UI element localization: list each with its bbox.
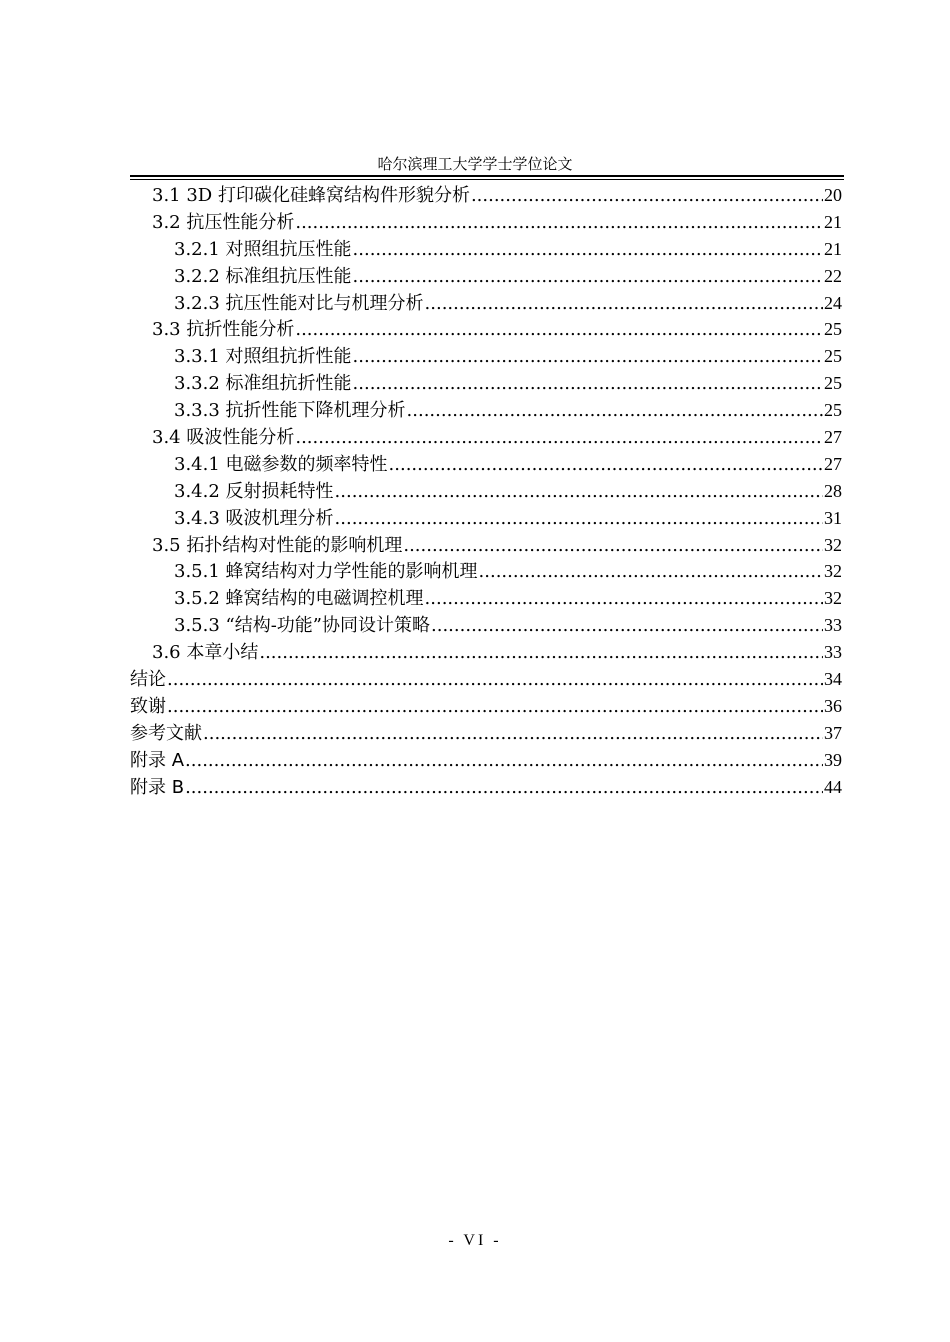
toc-entry[interactable] xyxy=(130,478,842,505)
header-rule-thick xyxy=(130,175,844,177)
toc-entry-page: 27 xyxy=(824,427,842,448)
toc-entry-title: 3.4 吸波性能分析 xyxy=(152,427,295,449)
toc-dot-leader xyxy=(353,344,823,371)
toc-entry[interactable] xyxy=(130,182,842,209)
toc-entry-title: 3.4.3 吸波机理分析 xyxy=(174,507,334,529)
toc-entry-title: 3.6 本章小结 xyxy=(152,642,259,664)
toc-entry-title: 3.2 抗压性能分析 xyxy=(152,211,295,233)
toc-dot-leader xyxy=(407,398,823,425)
toc-dot-leader xyxy=(167,694,823,721)
toc-entry-page: 21 xyxy=(824,238,842,259)
toc-entry-page: 32 xyxy=(824,561,842,582)
toc-dot-leader xyxy=(353,371,823,398)
toc-entry-page: 36 xyxy=(824,695,842,716)
toc-entry-title: 3.5.1 蜂窝结构对力学性能的影响机理 xyxy=(174,561,478,583)
table-of-contents xyxy=(130,182,842,800)
toc-dot-leader xyxy=(479,559,823,586)
toc-entry-page: 25 xyxy=(824,319,842,340)
toc-entry[interactable] xyxy=(130,747,842,774)
toc-entry[interactable] xyxy=(130,236,842,263)
toc-entry-title: 3.2.1 对照组抗压性能 xyxy=(174,238,352,260)
toc-entry-page: 39 xyxy=(824,749,842,770)
toc-entry-page: 37 xyxy=(824,722,842,743)
toc-dot-leader xyxy=(185,775,823,802)
toc-dot-leader xyxy=(295,210,823,237)
toc-entry-title: 3.1 3D 打印碳化硅蜂窝结构件形貌分析 xyxy=(152,185,470,206)
toc-entry-page: 27 xyxy=(824,453,842,474)
toc-entry-title: 3.3 抗折性能分析 xyxy=(152,319,295,341)
toc-entry[interactable] xyxy=(130,585,842,612)
toc-entry-page: 44 xyxy=(824,776,842,797)
toc-entry[interactable] xyxy=(130,505,842,532)
toc-dot-leader xyxy=(431,613,823,640)
toc-entry-title: 3.4.1 电磁参数的频率特性 xyxy=(174,453,388,475)
toc-entry-title: 3.5.2 蜂窝结构的电磁调控机理 xyxy=(174,588,424,610)
toc-dot-leader xyxy=(335,506,823,533)
toc-entry-title: 3.5 拓扑结构对性能的影响机理 xyxy=(152,534,403,556)
toc-entry-page: 25 xyxy=(824,346,842,367)
toc-dot-leader xyxy=(203,721,823,748)
toc-entry-title: 3.4.2 反射损耗特性 xyxy=(174,480,334,502)
toc-entry[interactable] xyxy=(130,558,842,585)
toc-dot-leader xyxy=(403,533,823,560)
toc-entry-page: 25 xyxy=(824,400,842,421)
running-header: 哈尔滨理工大学学士学位论文 xyxy=(377,155,573,173)
toc-entry-title: 3.2.2 标准组抗压性能 xyxy=(174,265,352,287)
toc-entry-page: 32 xyxy=(824,534,842,555)
toc-dot-leader xyxy=(295,425,823,452)
page-number: - VI - xyxy=(448,1232,502,1249)
toc-entry[interactable] xyxy=(130,424,842,451)
toc-entry-title: 3.3.2 标准组抗折性能 xyxy=(174,373,352,395)
toc-dot-leader xyxy=(425,291,823,318)
toc-dot-leader xyxy=(259,640,823,667)
toc-entry-title: 3.5.3 “结构-功能”协同设计策略 xyxy=(174,615,431,637)
toc-dot-leader xyxy=(167,667,823,694)
toc-entry-title: 结论 xyxy=(130,669,166,691)
toc-entry[interactable] xyxy=(130,532,842,559)
toc-entry-title: 3.3.1 对照组抗折性能 xyxy=(174,346,352,368)
toc-entry-title: 参考文献 xyxy=(130,722,202,744)
toc-entry[interactable] xyxy=(130,370,842,397)
toc-entry-page: 25 xyxy=(824,373,842,394)
toc-entry[interactable] xyxy=(130,263,842,290)
toc-entry[interactable] xyxy=(130,343,842,370)
toc-entry-page: 21 xyxy=(824,211,842,232)
toc-dot-leader xyxy=(335,479,823,506)
toc-entry-title: 致谢 xyxy=(130,695,166,717)
toc-dot-leader xyxy=(295,317,823,344)
toc-entry[interactable] xyxy=(130,209,842,236)
toc-entry-page: 32 xyxy=(824,588,842,609)
toc-entry-title: 附录 A xyxy=(130,749,185,771)
toc-entry-page: 33 xyxy=(824,642,842,663)
toc-entry[interactable] xyxy=(130,720,842,747)
toc-entry-page: 33 xyxy=(824,615,842,636)
toc-entry-title: 附录 B xyxy=(130,776,185,798)
toc-entry[interactable] xyxy=(130,666,842,693)
toc-dot-leader xyxy=(353,237,823,264)
toc-dot-leader xyxy=(471,183,823,210)
toc-dot-leader xyxy=(185,748,823,775)
toc-entry-page: 22 xyxy=(824,265,842,286)
toc-entry[interactable] xyxy=(130,290,842,317)
toc-entry-page: 24 xyxy=(824,292,842,313)
toc-dot-leader xyxy=(353,264,823,291)
toc-entry[interactable] xyxy=(130,639,842,666)
toc-dot-leader xyxy=(389,452,823,479)
toc-entry[interactable] xyxy=(130,397,842,424)
toc-entry-page: 34 xyxy=(824,669,842,690)
toc-entry-page: 28 xyxy=(824,480,842,501)
header-rule-thin xyxy=(130,179,844,180)
toc-entry[interactable] xyxy=(130,774,842,801)
toc-entry[interactable] xyxy=(130,612,842,639)
toc-entry[interactable] xyxy=(130,693,842,720)
toc-dot-leader xyxy=(425,586,823,613)
toc-entry-page: 31 xyxy=(824,507,842,528)
toc-entry-page: 20 xyxy=(824,185,842,205)
toc-entry[interactable] xyxy=(130,316,842,343)
toc-entry-title: 3.2.3 抗压性能对比与机理分析 xyxy=(174,292,424,314)
toc-entry-title: 3.3.3 抗折性能下降机理分析 xyxy=(174,400,406,422)
toc-entry[interactable] xyxy=(130,451,842,478)
